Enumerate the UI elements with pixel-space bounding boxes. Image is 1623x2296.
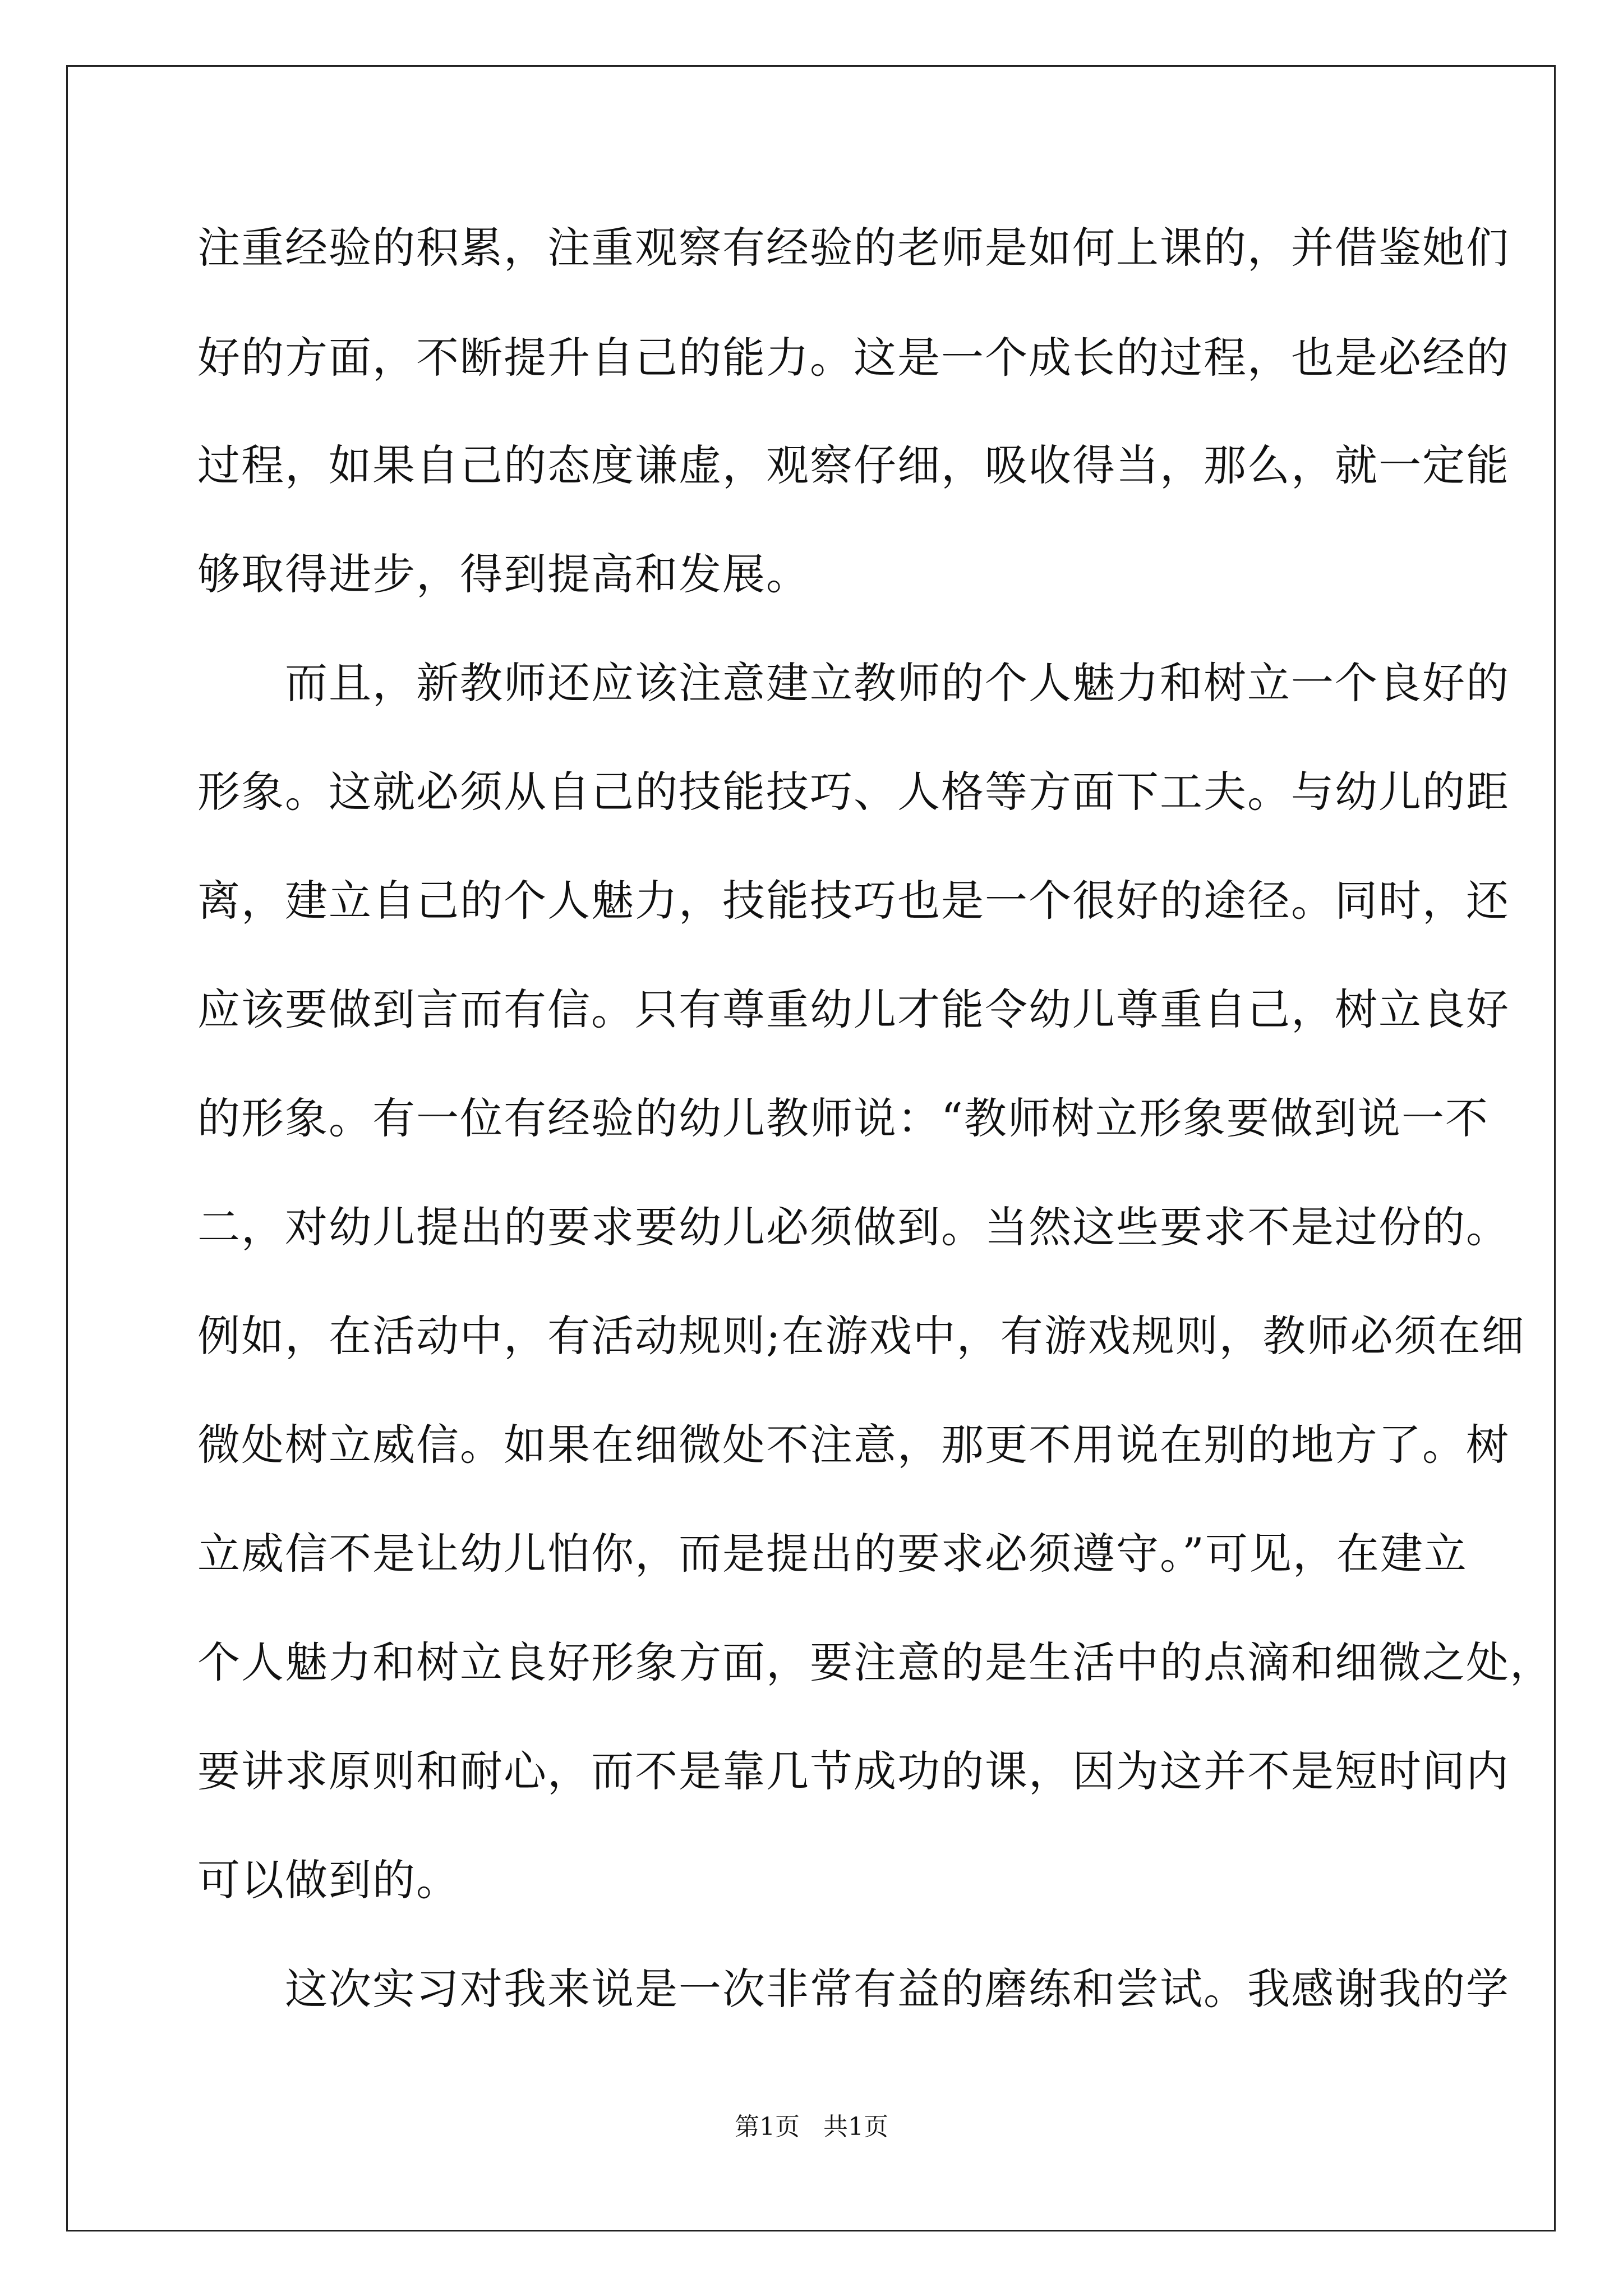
text-line: 形象。这就必须从自己的技能技巧、人格等方面下工夫。与幼儿的距 <box>197 767 1510 817</box>
text-line: 够取得进步，得到提高和发展。 <box>197 549 810 599</box>
text-line: 二，对幼儿提出的要求要幼儿必须做到。当然这些要求不是过份的。 <box>197 1202 1510 1252</box>
text-line: 例如，在活动中，有活动规则;在游戏中，有游戏规则，教师必须在细 <box>197 1311 1525 1361</box>
text-line: 离，建立自己的个人魅力，技能技巧也是一个很好的途径。同时，还 <box>197 876 1510 926</box>
text-line: 立威信不是让幼儿怕你，而是提出的要求必须遵守。”可见，在建立 <box>197 1529 1468 1579</box>
text-line: 注重经验的积累，注重观察有经验的老师是如何上课的，并借鉴她们 <box>197 223 1510 273</box>
page-number: 第1页 <box>735 2113 800 2141</box>
text-line: 而且，新教师还应该注意建立教师的个人魅力和树立一个良好的 <box>197 658 1510 708</box>
page-total: 共1页 <box>823 2113 888 2141</box>
text-line: 要讲求原则和耐心，而不是靠几节成功的课，因为这并不是短时间内 <box>197 1746 1510 1796</box>
text-line: 应该要做到言而有信。只有尊重幼儿才能令幼儿尊重自己，树立良好 <box>197 984 1510 1034</box>
text-line: 个人魅力和树立良好形象方面，要注意的是生活中的点滴和细微之处， <box>197 1637 1553 1687</box>
text-line: 可以做到的。 <box>197 1855 460 1905</box>
text-line: 过程，如果自己的态度谦虚，观察仔细，吸收得当，那么，就一定能 <box>197 440 1510 490</box>
text-line: 这次实习对我来说是一次非常有益的磨练和尝试。我感谢我的学 <box>197 1964 1510 2014</box>
page-footer <box>0 2111 1623 2143</box>
text-line: 微处树立威信。如果在细微处不注意，那更不用说在别的地方了。树 <box>197 1420 1510 1470</box>
text-line: 的形象。有一位有经验的幼儿教师说：“教师树立形象要做到说一不 <box>197 1093 1489 1143</box>
text-line: 好的方面，不断提升自己的能力。这是一个成长的过程，也是必经的 <box>197 333 1510 383</box>
